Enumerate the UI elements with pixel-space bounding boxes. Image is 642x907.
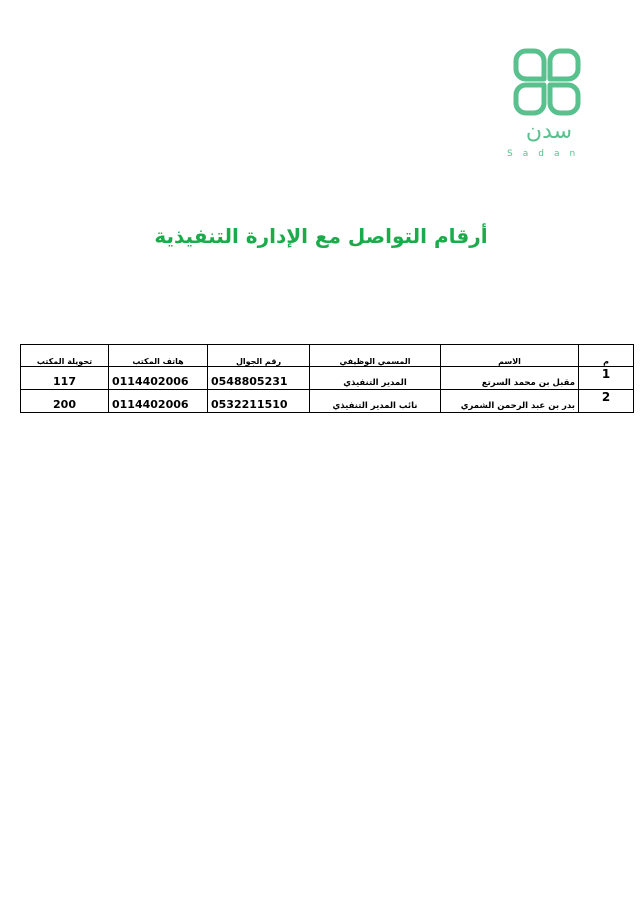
logo-arabic-wordmark	[507, 116, 591, 144]
page-title: أرقام التواصل مع الإدارة التنفيذية	[154, 224, 488, 248]
contacts-table	[20, 344, 634, 413]
table-row	[21, 367, 634, 390]
cell-extension: 200	[21, 390, 109, 413]
sadan-logo	[503, 48, 589, 163]
col-header-num: م	[579, 345, 634, 367]
col-header-job-title: المسمي الوظيفي	[310, 345, 441, 367]
cell-num: 1	[579, 367, 634, 390]
cell-office-phone: 0114402006	[109, 367, 208, 390]
col-header-office-phone: هاتف المكتب	[109, 345, 208, 367]
cell-num: 2	[579, 390, 634, 413]
col-header-name: الاسم	[441, 345, 579, 367]
logo-latin-wordmark: Sadan	[507, 149, 586, 159]
table-row	[21, 390, 634, 413]
col-header-extension: تحويلة المكتب	[21, 345, 109, 367]
cell-mobile: 0548805231	[208, 367, 310, 390]
clover-logo-icon	[513, 48, 581, 116]
table-header-row	[21, 345, 634, 367]
cell-job-title: نائب المدير التنفيذي	[310, 390, 441, 413]
cell-job-title: المدير التنفيذي	[310, 367, 441, 390]
cell-office-phone: 0114402006	[109, 390, 208, 413]
svg-text:سدن: سدن	[525, 119, 573, 144]
cell-name: بدر بن عبد الرحمن الشمري	[441, 390, 579, 413]
cell-mobile: 0532211510	[208, 390, 310, 413]
col-header-mobile: رقم الجوال	[208, 345, 310, 367]
cell-name: مقبل بن محمد السرتع	[441, 367, 579, 390]
cell-extension: 117	[21, 367, 109, 390]
